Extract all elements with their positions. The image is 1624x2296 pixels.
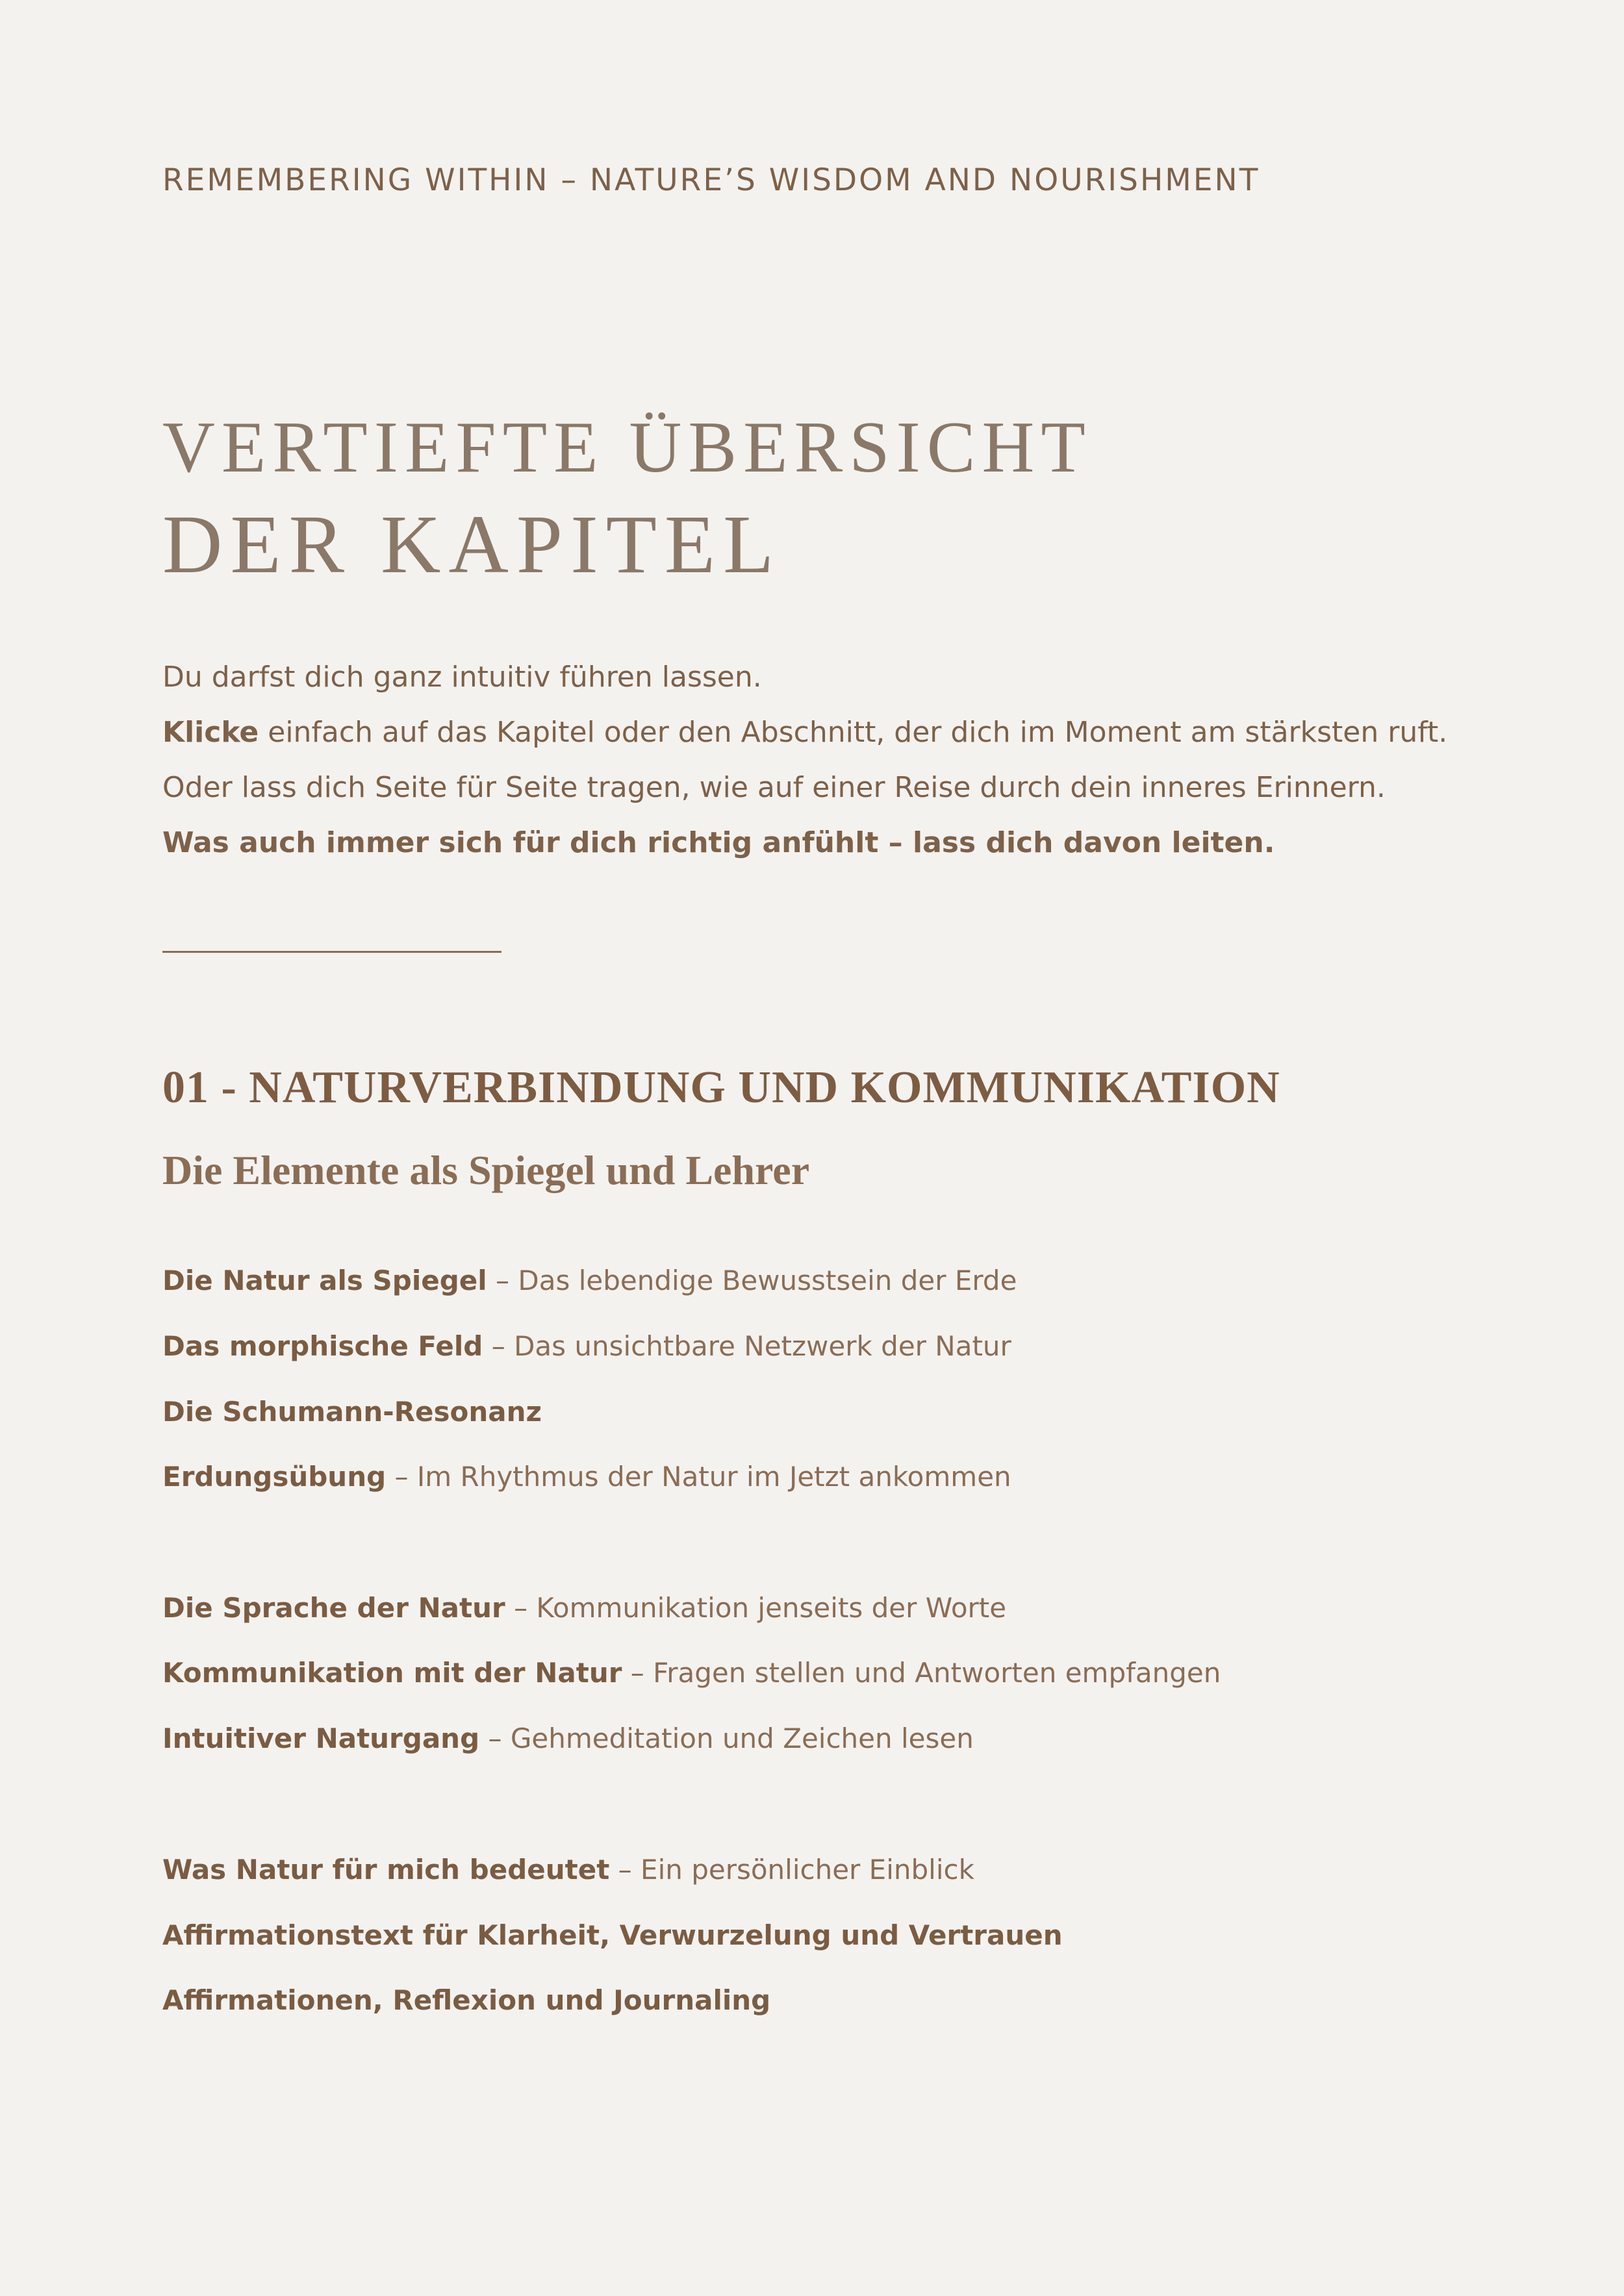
intro-line-2 <box>162 711 1494 766</box>
toc-entry-affirmationen-journaling[interactable] <box>162 1981 770 2020</box>
divider-line <box>162 951 501 953</box>
toc-entry-title: Die Natur als Spiegel <box>162 1265 487 1296</box>
toc-entry-title: Die Sprache der Natur <box>162 1592 505 1624</box>
chapter-subheading: Die Elemente als Spiegel und Lehrer <box>162 1147 810 1193</box>
toc-entry-affirmationstext[interactable] <box>162 1916 1063 1955</box>
toc-entry-title: Die Schumann-Resonanz <box>162 1396 542 1428</box>
intro-paragraph <box>162 656 1494 877</box>
toc-entry-schumann-resonanz[interactable] <box>162 1393 542 1432</box>
toc-entry-kommunikation-mit-der-natur[interactable] <box>162 1654 1221 1693</box>
toc-entry-title: Affirmationen, Reflexion und Journaling <box>162 1984 771 2016</box>
toc-entry-separator: – <box>505 1592 537 1624</box>
intro-line-3: Oder lass dich Seite für Seite tragen, wie auf einer Reise durch dein inneres Erinnern. <box>162 771 1386 804</box>
toc-entry-separator: – <box>479 1722 511 1754</box>
toc-entry-was-natur-fuer-mich-bedeutet[interactable] <box>162 1850 974 1889</box>
page-title-line-1: VERTIEFTE ÜBERSICHT <box>162 407 1092 488</box>
toc-entry-natur-als-spiegel[interactable] <box>162 1261 1017 1300</box>
toc-entry-separator: – <box>622 1657 653 1689</box>
toc-entry-title: Erdungsübung <box>162 1461 387 1493</box>
toc-entry-title: Das morphische Feld <box>162 1330 483 1362</box>
running-header: REMEMBERING WITHIN – NATURE’S WISDOM AND NOURISHMENT <box>162 162 1260 198</box>
toc-entry-title: Affirmationstext für Klarheit, Verwurzelung und Vertrauen <box>162 1919 1063 1951</box>
toc-entry-separator: – <box>386 1461 417 1493</box>
intro-line-1: Du darfst dich ganz intuitiv führen lassen. <box>162 661 762 694</box>
intro-line-4-bold: Was auch immer sich für dich richtig anfühlt – lass dich davon leiten. <box>162 826 1275 859</box>
toc-entry-separator: – <box>487 1265 518 1296</box>
toc-entry-intuitiver-naturgang[interactable] <box>162 1719 974 1758</box>
toc-entry-description: Im Rhythmus der Natur im Jetzt ankommen <box>416 1461 1011 1493</box>
toc-entry-description: Gehmeditation und Zeichen lesen <box>510 1722 974 1754</box>
toc-entry-description: Kommunikation jenseits der Worte <box>536 1592 1007 1624</box>
toc-entry-title: Kommunikation mit der Natur <box>162 1657 622 1689</box>
toc-entry-title: Was Natur für mich bedeutet <box>162 1854 610 1886</box>
intro-line-2-rest: einfach auf das Kapitel oder den Abschnitt, der dich im Moment am stärksten ruft. <box>259 716 1448 749</box>
toc-entry-erdungsuebung[interactable] <box>162 1457 1011 1496</box>
toc-entry-description: Fragen stellen und Antworten empfangen <box>653 1657 1221 1689</box>
chapter-heading-link[interactable]: 01 - NATURVERBINDUNG UND KOMMUNIKATION <box>162 1063 1280 1113</box>
intro-click-word: Klicke <box>162 716 259 749</box>
toc-entry-sprache-der-natur[interactable] <box>162 1589 1006 1628</box>
toc-entry-separator: – <box>609 1854 641 1886</box>
page-title-line-2: DER KAPITEL <box>162 498 782 590</box>
toc-entry-description: Das lebendige Bewusstsein der Erde <box>518 1265 1017 1296</box>
toc-entry-title: Intuitiver Naturgang <box>162 1722 480 1754</box>
intro-line-4 <box>162 822 1494 877</box>
toc-entry-description: Das unsichtbare Netzwerk der Natur <box>514 1330 1011 1362</box>
toc-entry-separator: – <box>483 1330 514 1362</box>
toc-entry-morphisches-feld[interactable] <box>162 1327 1011 1366</box>
toc-entry-description: Ein persönlicher Einblick <box>641 1854 974 1886</box>
